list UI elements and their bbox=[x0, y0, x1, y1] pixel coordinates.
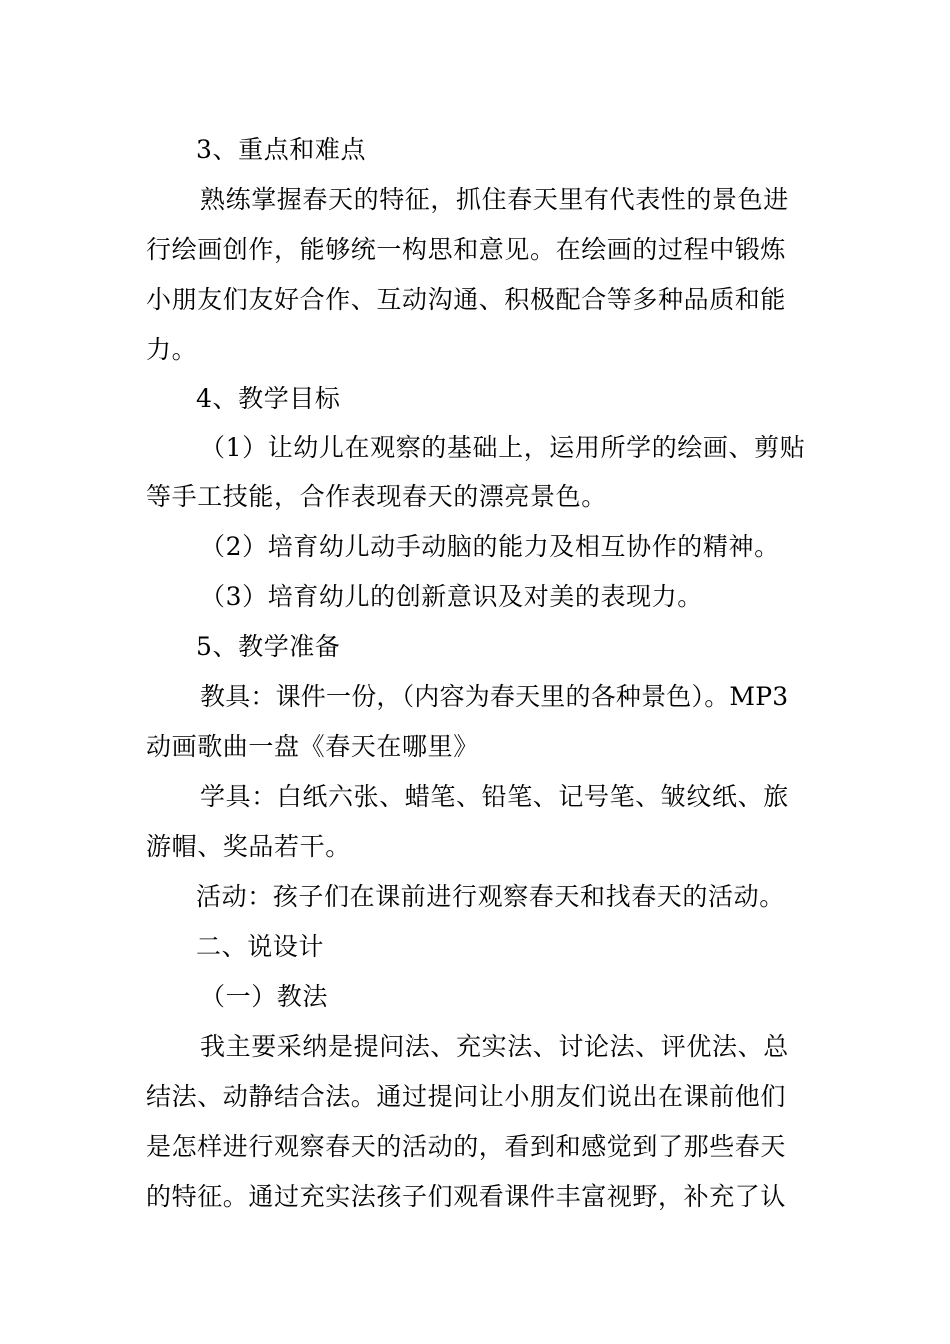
paragraph-line: （2）培育幼儿动手动脑的能力及相互协作的精神。 bbox=[200, 532, 780, 561]
paragraph-line: 的特征。通过充实法孩子们观看课件丰富视野，补充了认 bbox=[146, 1182, 787, 1211]
paragraph-line: 行绘画创作，能够统一构思和意见。在绘画的过程中锻炼 bbox=[146, 235, 787, 264]
paragraph-line: 活动：孩子们在课前进行观察春天和找春天的活动。 bbox=[196, 882, 785, 911]
paragraph-line: 结法、动静结合法。通过提问让小朋友们说出在课前他们 bbox=[146, 1082, 787, 1111]
section-heading: 5、教学准备 bbox=[196, 632, 341, 661]
paragraph-line: 学具：白纸六张、蜡笔、铅笔、记号笔、皱纹纸、旅 bbox=[200, 782, 789, 811]
paragraph-line: 熟练掌握春天的特征，抓住春天里有代表性的景色进 bbox=[200, 185, 789, 214]
section-heading: 3、重点和难点 bbox=[196, 135, 367, 164]
paragraph-line: 教具：课件一份，（内容为春天里的各种景色）。MP3 bbox=[200, 682, 789, 711]
paragraph-line: 游帽、奖品若干。 bbox=[146, 832, 351, 861]
paragraph-line: 我主要采纳是提问法、充实法、讨论法、评优法、总 bbox=[200, 1032, 789, 1061]
section-heading: 二、说设计 bbox=[196, 932, 325, 961]
paragraph-line: （3）培育幼儿的创新意识及对美的表现力。 bbox=[200, 582, 703, 611]
subsection-heading: （一）教法 bbox=[200, 982, 329, 1011]
paragraph-line: 小朋友们友好合作、互动沟通、积极配合等多种品质和能 bbox=[146, 285, 787, 314]
section-heading: 4、教学目标 bbox=[196, 384, 341, 413]
paragraph-line: 力。 bbox=[146, 335, 198, 364]
paragraph-line: 等手工技能，合作表现春天的漂亮景色。 bbox=[146, 482, 607, 511]
paragraph-line: 动画歌曲一盘《春天在哪里》 bbox=[146, 732, 479, 761]
paragraph-line: 是怎样进行观察春天的活动的，看到和感觉到了那些春天 bbox=[146, 1132, 787, 1161]
paragraph-line: （1）让幼儿在观察的基础上，运用所学的绘画、剪贴 bbox=[200, 433, 806, 462]
